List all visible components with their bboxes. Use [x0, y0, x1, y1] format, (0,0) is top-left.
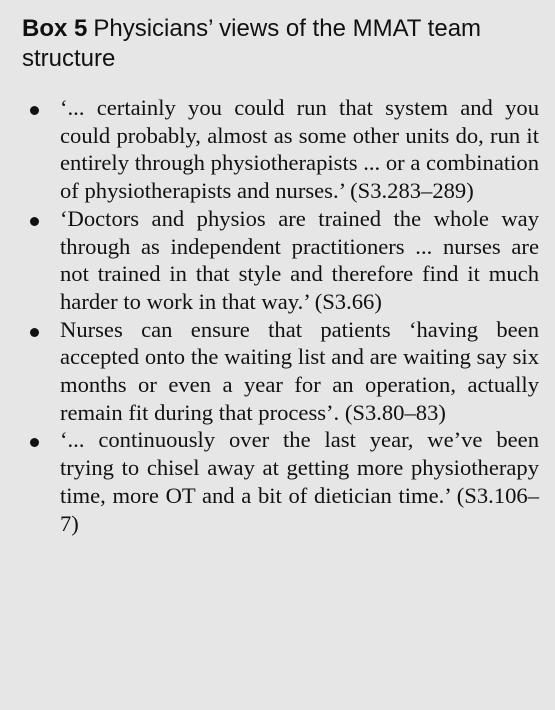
list-item: [22, 316, 539, 427]
bullet-icon: [30, 438, 39, 447]
quote-text: Nurses can ensure that patients ‘having been accepted onto the waiting list and are waiting say six months or even a year for an operation, actually remain fit during that process’. (S3.80–83): [60, 316, 539, 425]
quote-text: ‘... continuously over the last year, we’ve been trying to chisel away at getting more physiotherapy time, more OT and a bit of dietician time.’ (S3.106–7): [60, 427, 539, 536]
list-item: [22, 94, 539, 205]
bullet-list: [22, 94, 539, 537]
bullet-icon: [30, 217, 39, 226]
quote-text: ‘Doctors and physios are trained the whole way through as independent practitioners ... nurses are not trained in that style and therefore find it much harder to work in that way.’ (S3.66): [60, 205, 539, 314]
list-item: [22, 205, 539, 316]
box-heading: Physicians’ views of the MMAT team structure: [22, 15, 482, 72]
quote-text: ‘... certainly you could run that system and you could probably, almost as some other units do, run it entirely through physiotherapists ... or a combination of physiotherapists and nurses.’ (S3.283–289): [60, 95, 539, 204]
box-title: [22, 14, 539, 74]
bullet-icon: [30, 106, 39, 115]
bullet-icon: [30, 328, 39, 337]
list-item: [22, 426, 539, 537]
box-label: Box 5: [22, 15, 88, 42]
